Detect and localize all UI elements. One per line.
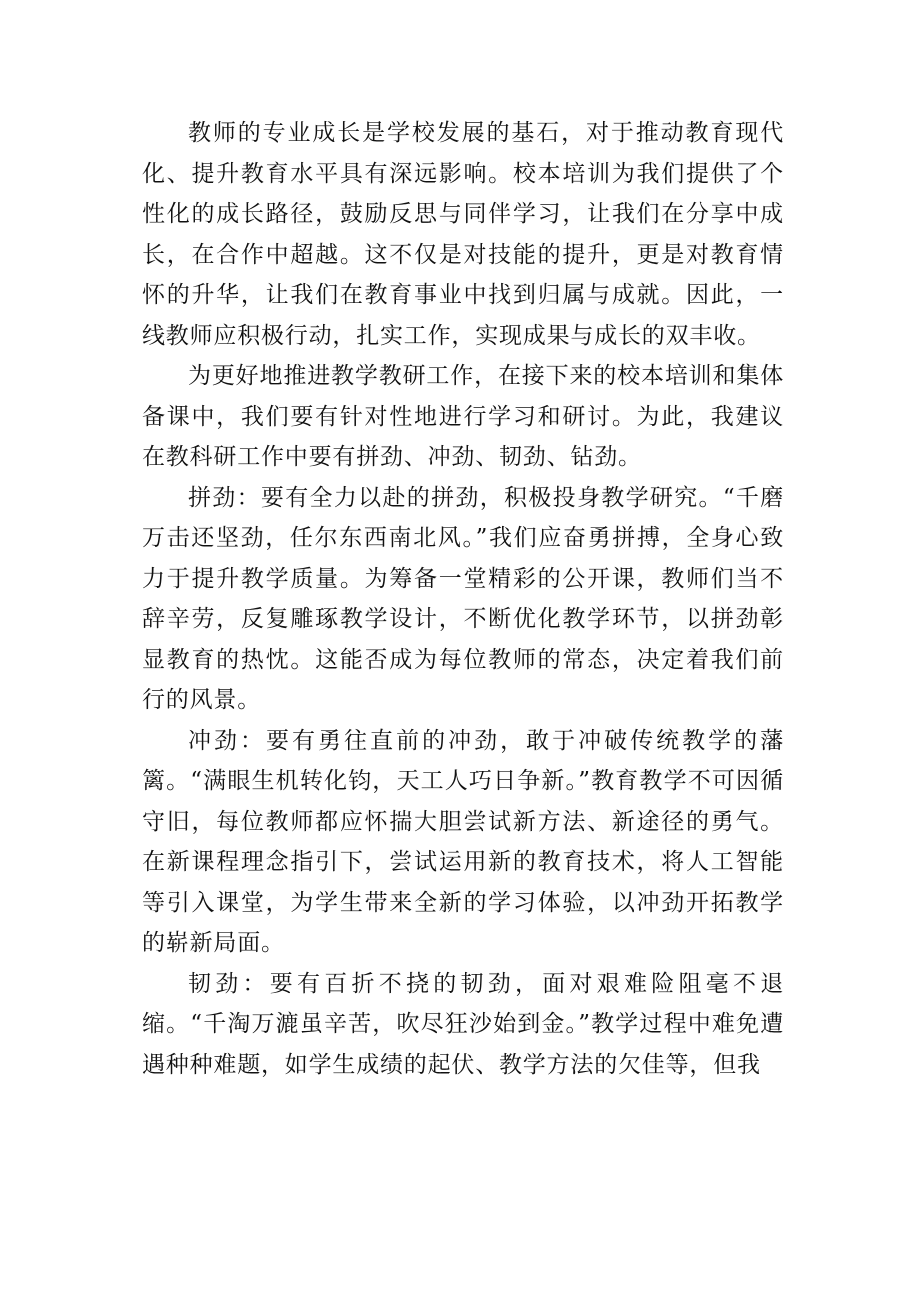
paragraph-intro: 教师的专业成长是学校发展的基石，对于推动教育现代化、提升教育水平具有深远影响。校本培训为我们提供了个性化的成长路径，鼓励反思与同伴学习，让我们在分享中成长，在合作中超越。这不仅是对技能的提升，更是对教育情怀的升华，让我们在教育事业中找到归属与成就。因此，一线教师应积极行动，扎实工作，实现成果与成长的双丰收。 — [142, 120, 784, 349]
paragraph-renjin: 韧劲：要有百折不挠的韧劲，面对艰难险阻毫不退缩。“千淘万漉虽辛苦，吹尽狂沙始到金。”教学过程中难免遭遇种种难题，如学生成绩的起伏、教学方法的欠佳等，但我 — [142, 970, 784, 1078]
document-body — [142, 113, 784, 1085]
paragraph-pinjin: 拼劲：要有全力以赴的拼劲，积极投身教学研究。“千磨万击还坚劲，任尔东西南北风。”我们应奋勇拼搏，全身心致力于提升教学质量。为筹备一堂精彩的公开课，教师们当不辞辛劳，反复雕琢教学设计，不断优化教学环节，以拼劲彰显教育的热忱。这能否成为每位教师的常态，决定着我们前行的风景。 — [142, 484, 784, 713]
paragraph-proposal: 为更好地推进教学教研工作，在接下来的校本培训和集体备课中，我们要有针对性地进行学习和研讨。为此，我建议在教科研工作中要有拼劲、冲劲、韧劲、钻劲。 — [142, 363, 784, 470]
paragraph-chongjin: 冲劲：要有勇往直前的冲劲，敢于冲破传统教学的藩篱。“满眼生机转化钧，天工人巧日争新。”教育教学不可因循守旧，每位教师都应怀揣大胆尝试新方法、新途径的勇气。在新课程理念指引下，尝试运用新的教育技术，将人工智能等引入课堂，为学生带来全新的学习体验，以冲劲开拓教学的崭新局面。 — [142, 727, 784, 956]
